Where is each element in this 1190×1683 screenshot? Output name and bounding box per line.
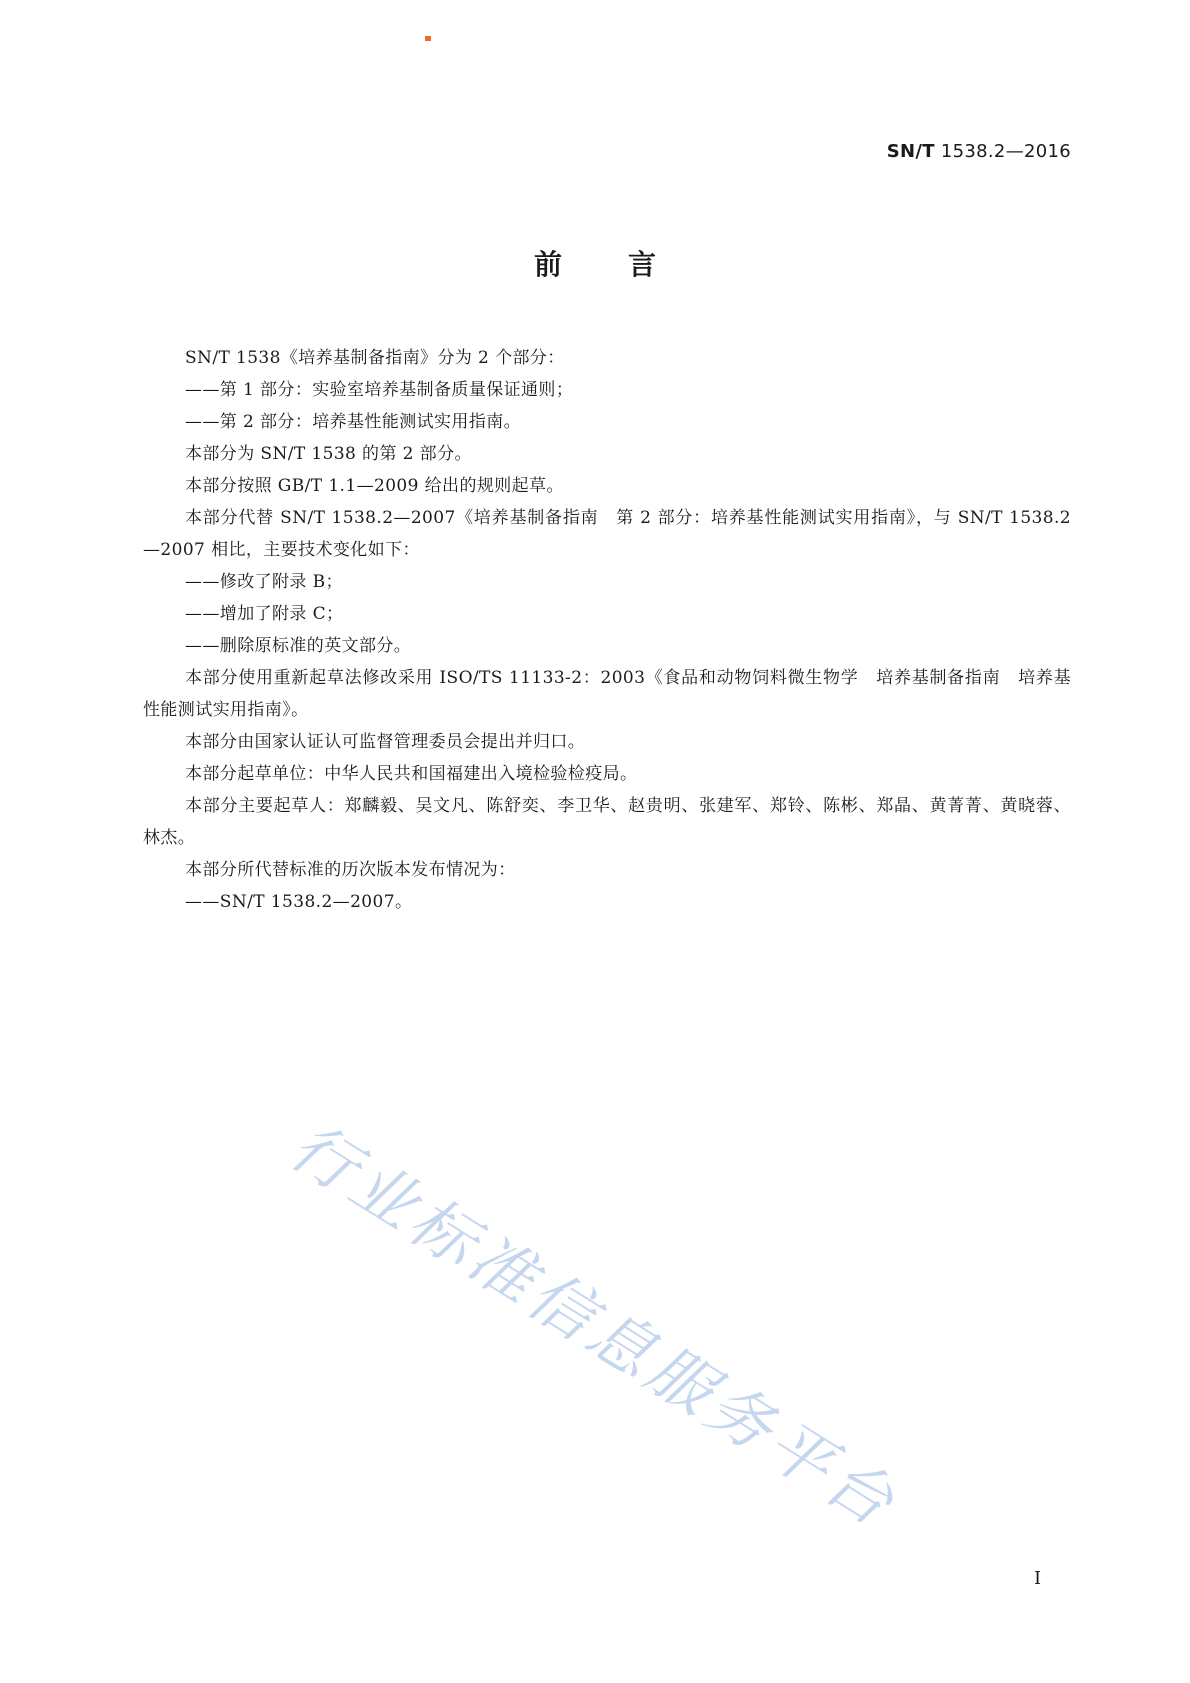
standard-code xyxy=(887,141,1071,162)
page-title: 前言 xyxy=(533,248,722,281)
paragraph: 本部分主要起草人：郑麟毅、吴文凡、陈舒奕、李卫华、赵贵明、张建军、郑铃、陈彬、郑晶、黄菁菁、黄晓蓉、林杰。 xyxy=(143,796,1071,848)
paragraph: 本部分代替 SN/T 1538.2—2007《培养基制备指南 第 2 部分：培养基性能测试实用指南》，与 SN/T 1538.2—2007 相比，主要技术变化如下： xyxy=(143,508,1071,560)
paragraph: 本部分所代替标准的历次版本发布情况为： xyxy=(185,860,516,880)
standard-code-prefix: SN/T xyxy=(886,141,935,162)
list-item: ——SN/T 1538.2—2007。 xyxy=(185,892,413,912)
list-item: ——增加了附录 C； xyxy=(185,604,344,624)
list-item: ——删除原标准的英文部分。 xyxy=(185,636,412,656)
foreword-body xyxy=(143,342,1071,918)
watermark: 行业标准信息服务平台 xyxy=(277,1109,911,1544)
list-item: ——修改了附录 B； xyxy=(185,572,343,592)
paragraph: 本部分使用重新起草法修改采用 ISO/TS 11133-2：2003《食品和动物饲料微生物学 培养基制备指南 培养基性能测试实用指南》。 xyxy=(143,668,1071,720)
orange-mark xyxy=(425,36,431,41)
paragraph: SN/T 1538《培养基制备指南》分为 2 个部分： xyxy=(185,348,565,368)
list-item: ——第 1 部分：实验室培养基制备质量保证通则； xyxy=(185,380,574,400)
page-number: I xyxy=(1034,1568,1042,1589)
paragraph: 本部分为 SN/T 1538 的第 2 部分。 xyxy=(185,444,472,464)
list-item: ——第 2 部分：培养基性能测试实用指南。 xyxy=(185,412,522,432)
standard-code-number: 1538.2—2016 xyxy=(940,141,1071,162)
paragraph: 本部分按照 GB/T 1.1—2009 给出的规则起草。 xyxy=(185,476,564,496)
paragraph: 本部分由国家认证认可监督管理委员会提出并归口。 xyxy=(185,732,586,752)
paragraph: 本部分起草单位：中华人民共和国福建出入境检验检疫局。 xyxy=(185,764,638,784)
